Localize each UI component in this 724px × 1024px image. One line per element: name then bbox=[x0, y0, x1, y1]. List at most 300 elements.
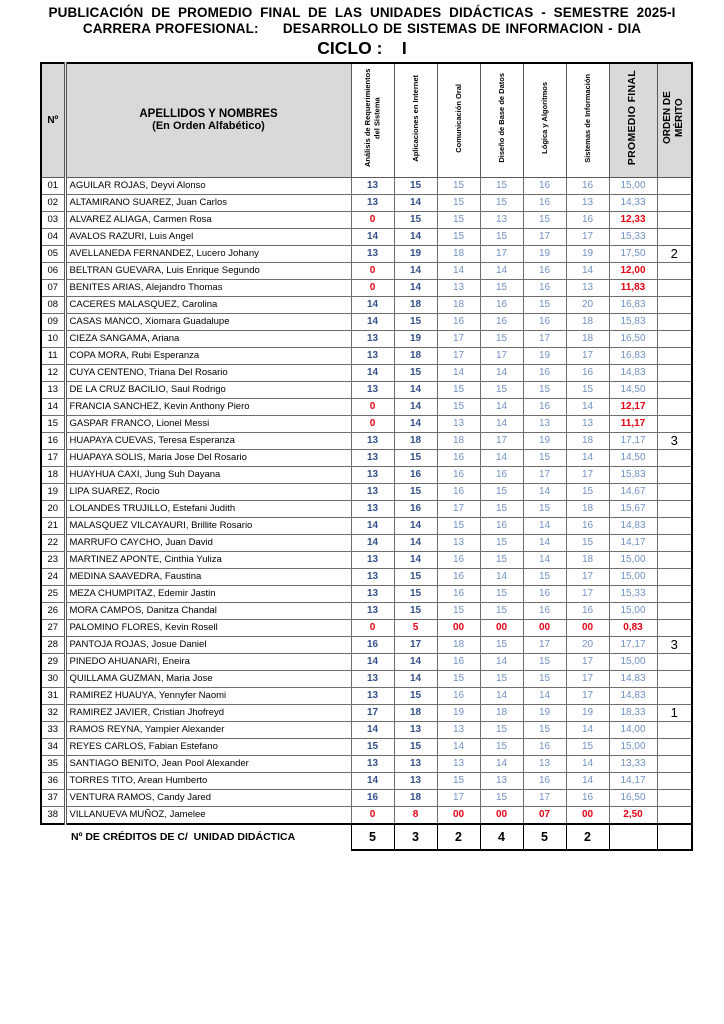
grade-cell: 18 bbox=[437, 245, 480, 262]
grade-cell: 14 bbox=[480, 755, 523, 772]
grade-cell: 16 bbox=[523, 602, 566, 619]
row-number: 13 bbox=[41, 381, 65, 398]
grade-cell: 13 bbox=[351, 602, 394, 619]
student-name: AVELLANEDA FERNANDEZ, Lucero Johany bbox=[65, 245, 351, 262]
student-name: HUAPAYA SOLIS, Maria Jose Del Rosario bbox=[65, 449, 351, 466]
grade-cell: 13 bbox=[351, 194, 394, 211]
table-row bbox=[41, 330, 692, 347]
merit-cell bbox=[657, 364, 692, 381]
grade-cell: 15 bbox=[566, 738, 609, 755]
row-number: 38 bbox=[41, 806, 65, 824]
student-name: MEDINA SAAVEDRA, Faustina bbox=[65, 568, 351, 585]
grade-cell: 14 bbox=[480, 398, 523, 415]
grade-cell: 17 bbox=[394, 636, 437, 653]
grade-cell: 14 bbox=[394, 381, 437, 398]
grade-cell: 14 bbox=[480, 415, 523, 432]
merit-cell bbox=[657, 262, 692, 279]
student-name: VILLANUEVA MUÑOZ, Jamelee bbox=[65, 806, 351, 824]
credit-value: 2 bbox=[437, 824, 480, 850]
promedio-cell: 14,83 bbox=[609, 517, 657, 534]
row-number: 18 bbox=[41, 466, 65, 483]
grade-cell: 16 bbox=[480, 517, 523, 534]
promedio-cell: 16,50 bbox=[609, 789, 657, 806]
grade-cell: 14 bbox=[394, 262, 437, 279]
row-number: 17 bbox=[41, 449, 65, 466]
grade-cell: 14 bbox=[437, 738, 480, 755]
table-row bbox=[41, 313, 692, 330]
grade-cell: 16 bbox=[480, 313, 523, 330]
grade-cell: 16 bbox=[437, 653, 480, 670]
grade-cell: 16 bbox=[437, 466, 480, 483]
merit-cell bbox=[657, 177, 692, 194]
merit-cell bbox=[657, 721, 692, 738]
promedio-cell: 16,83 bbox=[609, 347, 657, 364]
grade-cell: 13 bbox=[351, 483, 394, 500]
student-name: PALOMINO FLORES, Kevin Rosell bbox=[65, 619, 351, 636]
credit-value: 3 bbox=[394, 824, 437, 850]
grade-cell: 15 bbox=[394, 449, 437, 466]
grade-cell: 14 bbox=[437, 262, 480, 279]
grade-cell: 16 bbox=[566, 517, 609, 534]
student-name: CACERES MALASQUEZ, Carolina bbox=[65, 296, 351, 313]
column-header-subject bbox=[480, 63, 523, 177]
grade-cell: 16 bbox=[523, 279, 566, 296]
grade-cell: 15 bbox=[480, 500, 523, 517]
grade-cell: 0 bbox=[351, 211, 394, 228]
grade-cell: 17 bbox=[523, 466, 566, 483]
grade-cell: 15 bbox=[480, 228, 523, 245]
table-row bbox=[41, 415, 692, 432]
grade-cell: 19 bbox=[523, 347, 566, 364]
grade-cell: 16 bbox=[523, 398, 566, 415]
grade-cell: 14 bbox=[351, 517, 394, 534]
merit-cell: 3 bbox=[657, 636, 692, 653]
grade-cell: 15 bbox=[437, 211, 480, 228]
grade-cell: 15 bbox=[480, 194, 523, 211]
merit-cell bbox=[657, 551, 692, 568]
subject-header-label: Lógica y Algoritmos bbox=[539, 82, 549, 154]
student-name: MARRUFO CAYCHO, Juan David bbox=[65, 534, 351, 551]
grade-cell: 14 bbox=[351, 772, 394, 789]
student-name: FRANCIA SANCHEZ, Kevin Anthony Piero bbox=[65, 398, 351, 415]
grade-cell: 15 bbox=[523, 653, 566, 670]
grade-cell: 14 bbox=[394, 279, 437, 296]
grade-cell: 16 bbox=[437, 568, 480, 585]
promedio-cell: 15,00 bbox=[609, 177, 657, 194]
grade-cell: 16 bbox=[523, 177, 566, 194]
grade-cell: 00 bbox=[566, 806, 609, 824]
grade-cell: 17 bbox=[566, 687, 609, 704]
grade-cell: 16 bbox=[394, 466, 437, 483]
grade-cell: 5 bbox=[394, 619, 437, 636]
grade-cell: 07 bbox=[523, 806, 566, 824]
grade-cell: 16 bbox=[480, 296, 523, 313]
grade-cell: 13 bbox=[566, 279, 609, 296]
grade-cell: 15 bbox=[523, 381, 566, 398]
table-row bbox=[41, 262, 692, 279]
grade-cell: 18 bbox=[394, 296, 437, 313]
grade-cell: 15 bbox=[394, 602, 437, 619]
grade-cell: 13 bbox=[394, 755, 437, 772]
merit-cell bbox=[657, 398, 692, 415]
credits-merito-empty-cell bbox=[657, 824, 692, 850]
grade-cell: 18 bbox=[566, 551, 609, 568]
grade-cell: 16 bbox=[480, 466, 523, 483]
grade-cell: 16 bbox=[437, 687, 480, 704]
grade-cell: 13 bbox=[437, 415, 480, 432]
grade-cell: 15 bbox=[437, 772, 480, 789]
grade-cell: 15 bbox=[480, 534, 523, 551]
merit-cell bbox=[657, 500, 692, 517]
student-name: MALASQUEZ VILCAYAURI, Brillite Rosario bbox=[65, 517, 351, 534]
promedio-cell: 15,00 bbox=[609, 568, 657, 585]
grade-cell: 13 bbox=[480, 211, 523, 228]
grade-cell: 15 bbox=[480, 738, 523, 755]
grade-cell: 15 bbox=[523, 500, 566, 517]
grade-cell: 17 bbox=[566, 670, 609, 687]
grade-cell: 17 bbox=[480, 245, 523, 262]
promedio-cell: 14,17 bbox=[609, 534, 657, 551]
table-row bbox=[41, 245, 692, 262]
student-name: PANTOJA ROJAS, Josue Daniel bbox=[65, 636, 351, 653]
promedio-cell: 11,17 bbox=[609, 415, 657, 432]
column-header-subject bbox=[394, 63, 437, 177]
grade-cell: 14 bbox=[351, 296, 394, 313]
table-row bbox=[41, 381, 692, 398]
grade-cell: 13 bbox=[351, 177, 394, 194]
column-header-number: Nº bbox=[41, 63, 65, 177]
promedio-cell: 15,00 bbox=[609, 738, 657, 755]
grade-cell: 18 bbox=[480, 704, 523, 721]
merit-cell bbox=[657, 738, 692, 755]
student-name: LIPA SUAREZ, Rocio bbox=[65, 483, 351, 500]
grade-cell: 13 bbox=[351, 551, 394, 568]
career-subtitle: CARRERA PROFESIONAL: DESARROLLO DE SISTEMAS DE INFORMACION - DIA bbox=[82, 21, 642, 37]
grade-cell: 16 bbox=[566, 177, 609, 194]
grade-cell: 15 bbox=[523, 568, 566, 585]
grade-cell: 15 bbox=[394, 364, 437, 381]
merit-cell bbox=[657, 211, 692, 228]
grade-cell: 17 bbox=[566, 347, 609, 364]
student-name: CASAS MANCO, Xiomara Guadalupe bbox=[65, 313, 351, 330]
merit-cell: 1 bbox=[657, 704, 692, 721]
credit-value: 2 bbox=[566, 824, 609, 850]
grade-cell: 17 bbox=[437, 789, 480, 806]
row-number: 34 bbox=[41, 738, 65, 755]
merito-header-label: ORDEN DE MÉRITO bbox=[662, 91, 686, 145]
grade-cell: 17 bbox=[437, 500, 480, 517]
table-row bbox=[41, 738, 692, 755]
grade-cell: 17 bbox=[523, 330, 566, 347]
grade-cell: 16 bbox=[523, 772, 566, 789]
grade-cell: 14 bbox=[480, 262, 523, 279]
subject-header-label: Comunicación Oral bbox=[453, 83, 463, 153]
grade-cell: 13 bbox=[351, 432, 394, 449]
grade-cell: 19 bbox=[437, 704, 480, 721]
student-name: RAMIREZ JAVIER, Cristian Jhofreyd bbox=[65, 704, 351, 721]
grade-cell: 19 bbox=[566, 245, 609, 262]
merit-cell bbox=[657, 568, 692, 585]
grade-cell: 14 bbox=[566, 449, 609, 466]
grade-cell: 13 bbox=[351, 245, 394, 262]
grade-cell: 19 bbox=[566, 704, 609, 721]
grade-cell: 20 bbox=[566, 636, 609, 653]
grade-cell: 15 bbox=[523, 211, 566, 228]
table-row bbox=[41, 364, 692, 381]
grade-cell: 13 bbox=[394, 721, 437, 738]
names-header-line1: APELLIDOS Y NOMBRES bbox=[139, 108, 278, 121]
grade-cell: 15 bbox=[394, 313, 437, 330]
grade-cell: 16 bbox=[566, 602, 609, 619]
merit-cell bbox=[657, 670, 692, 687]
credits-promedio-empty-cell bbox=[609, 824, 657, 850]
grade-cell: 0 bbox=[351, 806, 394, 824]
grade-cell: 18 bbox=[437, 636, 480, 653]
column-header-promedio-final bbox=[609, 63, 657, 177]
grade-cell: 15 bbox=[566, 381, 609, 398]
grade-cell: 15 bbox=[523, 449, 566, 466]
grade-cell: 17 bbox=[523, 636, 566, 653]
grade-cell: 19 bbox=[523, 432, 566, 449]
grade-cell: 15 bbox=[566, 534, 609, 551]
table-row bbox=[41, 517, 692, 534]
row-number: 03 bbox=[41, 211, 65, 228]
table-row bbox=[41, 806, 692, 824]
grade-cell: 15 bbox=[437, 228, 480, 245]
row-number: 19 bbox=[41, 483, 65, 500]
student-name: HUAPAYA CUEVAS, Teresa Esperanza bbox=[65, 432, 351, 449]
grade-cell: 18 bbox=[437, 432, 480, 449]
row-number: 32 bbox=[41, 704, 65, 721]
merit-cell bbox=[657, 755, 692, 772]
student-name: CIEZA SANGAMA, Ariana bbox=[65, 330, 351, 347]
grade-cell: 15 bbox=[480, 636, 523, 653]
grade-cell: 14 bbox=[480, 364, 523, 381]
grade-cell: 14 bbox=[394, 534, 437, 551]
grade-cell: 18 bbox=[394, 432, 437, 449]
student-name: VENTURA RAMOS, Candy Jared bbox=[65, 789, 351, 806]
student-name: GASPAR FRANCO, Lionel Messi bbox=[65, 415, 351, 432]
grade-cell: 15 bbox=[480, 381, 523, 398]
promedio-cell: 15,83 bbox=[609, 313, 657, 330]
grade-cell: 18 bbox=[566, 313, 609, 330]
merit-cell bbox=[657, 517, 692, 534]
table-row bbox=[41, 466, 692, 483]
merit-cell bbox=[657, 483, 692, 500]
grade-cell: 14 bbox=[523, 517, 566, 534]
promedio-cell: 17,50 bbox=[609, 245, 657, 262]
student-name: ALTAMIRANO SUAREZ, Juan Carlos bbox=[65, 194, 351, 211]
grade-cell: 18 bbox=[437, 296, 480, 313]
grade-cell: 17 bbox=[437, 330, 480, 347]
credit-value: 4 bbox=[480, 824, 523, 850]
promedio-header-label: PROMEDIO FINAL bbox=[626, 70, 639, 166]
promedio-cell: 15,67 bbox=[609, 500, 657, 517]
promedio-cell: 15,00 bbox=[609, 602, 657, 619]
grade-cell: 0 bbox=[351, 279, 394, 296]
student-name: HUAYHUA CAXI, Jung Suh Dayana bbox=[65, 466, 351, 483]
merit-cell bbox=[657, 279, 692, 296]
grade-cell: 15 bbox=[523, 670, 566, 687]
column-header-subject bbox=[566, 63, 609, 177]
grade-cell: 00 bbox=[523, 619, 566, 636]
promedio-cell: 18,33 bbox=[609, 704, 657, 721]
promedio-cell: 17,17 bbox=[609, 636, 657, 653]
merit-cell bbox=[657, 330, 692, 347]
grade-cell: 00 bbox=[437, 619, 480, 636]
grade-cell: 15 bbox=[480, 279, 523, 296]
grade-cell: 14 bbox=[351, 364, 394, 381]
promedio-cell: 14,00 bbox=[609, 721, 657, 738]
table-row bbox=[41, 636, 692, 653]
student-name: RAMOS REYNA, Yampier Alexander bbox=[65, 721, 351, 738]
grade-cell: 14 bbox=[394, 653, 437, 670]
grade-cell: 17 bbox=[566, 228, 609, 245]
merit-cell bbox=[657, 585, 692, 602]
student-name: PINEDO AHUANARI, Eneira bbox=[65, 653, 351, 670]
table-row bbox=[41, 653, 692, 670]
credits-row bbox=[41, 824, 692, 850]
grade-cell: 13 bbox=[523, 415, 566, 432]
grade-cell: 15 bbox=[437, 381, 480, 398]
grade-cell: 16 bbox=[523, 585, 566, 602]
table-row bbox=[41, 228, 692, 245]
grade-cell: 14 bbox=[523, 534, 566, 551]
grade-cell: 15 bbox=[394, 687, 437, 704]
grade-cell: 13 bbox=[351, 330, 394, 347]
grade-cell: 16 bbox=[394, 500, 437, 517]
grade-cell: 15 bbox=[394, 483, 437, 500]
grade-cell: 19 bbox=[523, 704, 566, 721]
row-number: 02 bbox=[41, 194, 65, 211]
merit-cell: 2 bbox=[657, 245, 692, 262]
merit-cell bbox=[657, 534, 692, 551]
grade-cell: 14 bbox=[523, 483, 566, 500]
merit-cell bbox=[657, 687, 692, 704]
table-row bbox=[41, 398, 692, 415]
grade-cell: 15 bbox=[394, 211, 437, 228]
grade-cell: 18 bbox=[394, 347, 437, 364]
promedio-cell: 16,83 bbox=[609, 296, 657, 313]
promedio-cell: 15,33 bbox=[609, 228, 657, 245]
student-name: CUYA CENTENO, Triana Del Rosario bbox=[65, 364, 351, 381]
grade-cell: 14 bbox=[351, 653, 394, 670]
row-number: 23 bbox=[41, 551, 65, 568]
grade-cell: 14 bbox=[351, 228, 394, 245]
column-header-names bbox=[65, 63, 351, 177]
grade-cell: 16 bbox=[523, 194, 566, 211]
grade-cell: 14 bbox=[351, 721, 394, 738]
grade-cell: 16 bbox=[437, 313, 480, 330]
grade-cell: 13 bbox=[351, 347, 394, 364]
merit-cell bbox=[657, 313, 692, 330]
grade-cell: 16 bbox=[437, 483, 480, 500]
row-number: 35 bbox=[41, 755, 65, 772]
grade-cell: 13 bbox=[351, 755, 394, 772]
merit-cell bbox=[657, 347, 692, 364]
row-number: 22 bbox=[41, 534, 65, 551]
grade-cell: 15 bbox=[480, 330, 523, 347]
row-number: 01 bbox=[41, 177, 65, 194]
table-row bbox=[41, 721, 692, 738]
credit-value: 5 bbox=[523, 824, 566, 850]
grade-cell: 13 bbox=[351, 687, 394, 704]
grade-cell: 15 bbox=[437, 602, 480, 619]
promedio-cell: 13,33 bbox=[609, 755, 657, 772]
table-row bbox=[41, 602, 692, 619]
grade-cell: 19 bbox=[394, 245, 437, 262]
student-name: BENITES ARIAS, Alejandro Thomas bbox=[65, 279, 351, 296]
grade-cell: 15 bbox=[480, 721, 523, 738]
table-row bbox=[41, 585, 692, 602]
grade-cell: 14 bbox=[523, 551, 566, 568]
credit-value: 5 bbox=[351, 824, 394, 850]
grade-cell: 14 bbox=[394, 398, 437, 415]
table-row bbox=[41, 211, 692, 228]
grade-cell: 15 bbox=[480, 602, 523, 619]
table-row bbox=[41, 483, 692, 500]
student-name: TORRES TITO, Arean Humberto bbox=[65, 772, 351, 789]
grade-cell: 13 bbox=[351, 466, 394, 483]
promedio-cell: 16,50 bbox=[609, 330, 657, 347]
grade-cell: 18 bbox=[566, 500, 609, 517]
row-number: 06 bbox=[41, 262, 65, 279]
row-number: 33 bbox=[41, 721, 65, 738]
grade-cell: 15 bbox=[480, 551, 523, 568]
grade-cell: 00 bbox=[566, 619, 609, 636]
grade-cell: 19 bbox=[523, 245, 566, 262]
merit-cell: 3 bbox=[657, 432, 692, 449]
table-row bbox=[41, 347, 692, 364]
row-number: 24 bbox=[41, 568, 65, 585]
merit-cell bbox=[657, 653, 692, 670]
row-number: 37 bbox=[41, 789, 65, 806]
grade-cell: 00 bbox=[437, 806, 480, 824]
names-header-line2: (En Orden Alfabético) bbox=[152, 120, 265, 133]
merit-cell bbox=[657, 789, 692, 806]
table-row bbox=[41, 772, 692, 789]
grade-cell: 15 bbox=[480, 483, 523, 500]
grade-cell: 13 bbox=[437, 534, 480, 551]
column-header-orden-merito bbox=[657, 63, 692, 177]
grade-cell: 13 bbox=[437, 279, 480, 296]
table-row bbox=[41, 704, 692, 721]
merit-cell bbox=[657, 415, 692, 432]
table-row bbox=[41, 449, 692, 466]
table-row bbox=[41, 619, 692, 636]
grade-cell: 15 bbox=[394, 585, 437, 602]
row-number: 28 bbox=[41, 636, 65, 653]
table-row bbox=[41, 500, 692, 517]
document-title: PUBLICACIÓN DE PROMEDIO FINAL DE LAS UNIDADES DIDÁCTICAS - SEMESTRE 2025-I bbox=[48, 5, 676, 20]
grade-cell: 17 bbox=[523, 228, 566, 245]
student-name: COPA MORA, Rubi Esperanza bbox=[65, 347, 351, 364]
student-name: MARTINEZ APONTE, Cinthia Yuliza bbox=[65, 551, 351, 568]
row-number: 08 bbox=[41, 296, 65, 313]
grade-cell: 16 bbox=[437, 449, 480, 466]
grade-cell: 14 bbox=[566, 721, 609, 738]
grade-cell: 14 bbox=[394, 551, 437, 568]
grade-cell: 15 bbox=[351, 738, 394, 755]
merit-cell bbox=[657, 228, 692, 245]
grade-cell: 14 bbox=[566, 772, 609, 789]
row-number: 12 bbox=[41, 364, 65, 381]
grade-cell: 17 bbox=[566, 466, 609, 483]
subject-header-label: Análisis de Requerimientos del Sistema bbox=[363, 68, 382, 168]
promedio-cell: 14,83 bbox=[609, 364, 657, 381]
grade-cell: 14 bbox=[523, 687, 566, 704]
grade-cell: 16 bbox=[523, 738, 566, 755]
